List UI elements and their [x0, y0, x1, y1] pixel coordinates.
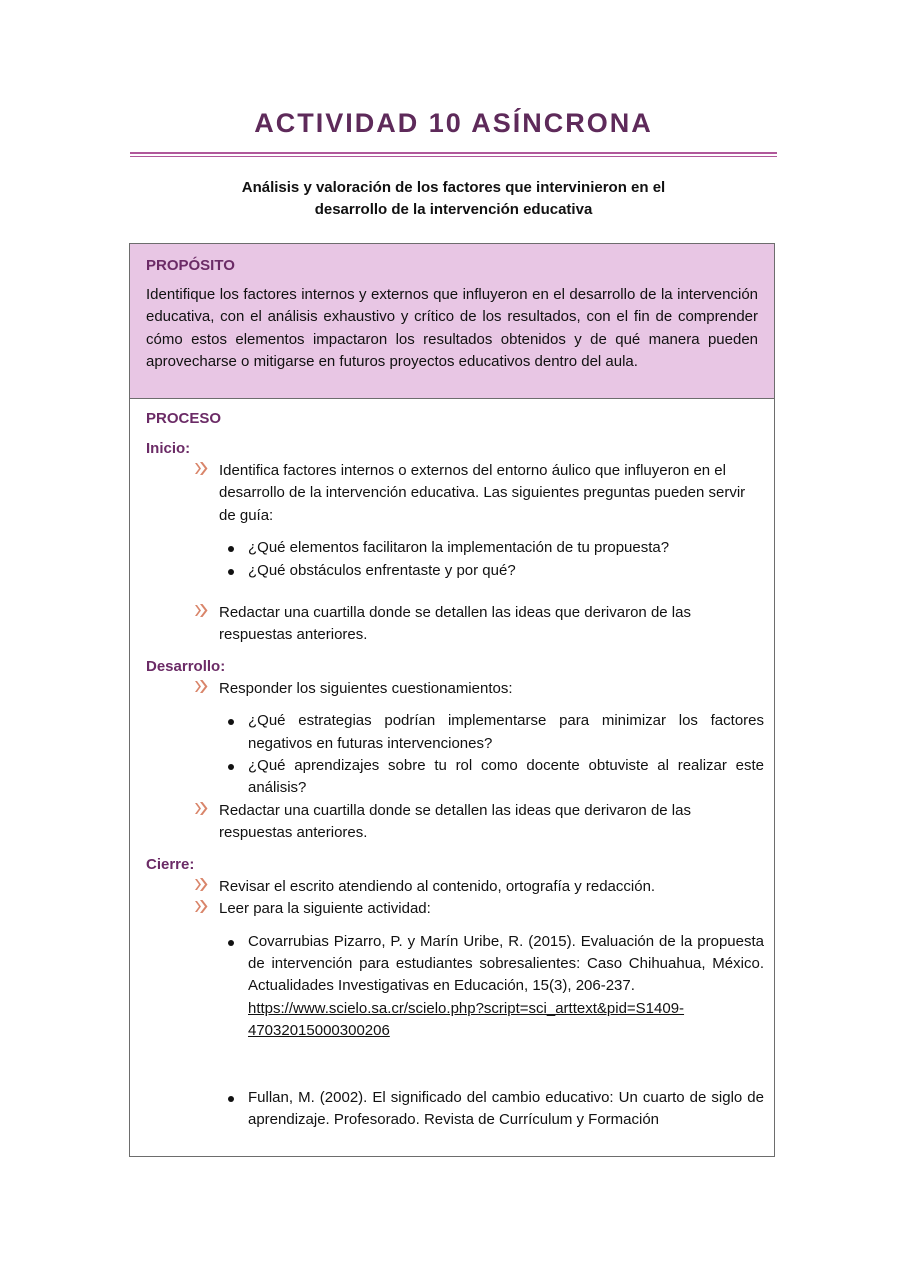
- bullet-dot: [228, 719, 234, 725]
- list-item: [146, 898, 764, 920]
- list-item: [146, 755, 764, 800]
- arrow-bullet-icon: [194, 801, 210, 816]
- arrow-bullet-icon: [194, 877, 210, 892]
- desarrollo-question-1: ¿Qué estrategias podrían implementarse para minimizar los factores negativos en futuras intervenciones?: [248, 712, 764, 752]
- inicio-item-1: Identifica factores internos o externos del entorno áulico que influyeron en el desarrollo de la intervención educativa. Las siguientes preguntas pueden servir de guía:: [219, 462, 746, 524]
- list-item: [146, 678, 764, 700]
- desarrollo-questions: [146, 710, 764, 800]
- bullet-dot: [228, 546, 234, 552]
- title-rule-thin: [130, 156, 777, 157]
- inicio-question-2: ¿Qué obstáculos enfrentaste y por qué?: [248, 561, 516, 579]
- reference-1-link[interactable]: [248, 1000, 684, 1039]
- phase-inicio-label: Inicio:: [146, 440, 191, 457]
- process-section: [130, 399, 774, 1131]
- reference-1-link-line-2[interactable]: 47032015000300206: [248, 1022, 390, 1040]
- reference-1: Covarrubias Pizarro, P. y Marín Uribe, R. (2015). Evaluación de la propuesta de intervención para estudiantes sobresalientes: Caso Chihuahua, México. Actualidades Investigativas en Educación, 15(3), 206-237.: [248, 932, 764, 995]
- purpose-text: Identifique los factores internos y externos que influyeron en el desarrollo de la intervención educativa, con el análisis exhaustivo y crítico de los resultados, con el fin de comprender cómo estos elementos impactaron los resultados obtenidos y de qué manera pueden aprovecharse o mitigarse en futuros proyectos educativos dentro del aula.: [146, 286, 758, 371]
- desarrollo-item-1: Responder los siguientes cuestionamientos:: [219, 679, 513, 697]
- list-item: [146, 560, 764, 582]
- reference-2: Fullan, M. (2002). El significado del cambio educativo: Un cuarto de siglo de aprendizaje. Profesorado. Revista de Currículum y Formación: [248, 1088, 764, 1128]
- bullet-dot: [228, 569, 234, 575]
- process-heading: PROCESO: [146, 410, 222, 427]
- list-item: [146, 800, 764, 845]
- activity-box: [129, 243, 775, 1157]
- list-item: [146, 1087, 764, 1132]
- arrow-bullet-icon: [194, 461, 210, 476]
- list-item: [146, 931, 764, 1043]
- bullet-dot: [228, 940, 234, 946]
- arrow-bullet-icon: [194, 899, 210, 914]
- subtitle-line-1: Análisis y valoración de los factores que intervinieron en el: [241, 179, 666, 196]
- inicio-item-2: Redactar una cuartilla donde se detallen las ideas que derivaron de las respuestas anteriores.: [219, 604, 691, 644]
- bullet-dot: [228, 1096, 234, 1102]
- purpose-heading: PROPÓSITO: [146, 257, 235, 274]
- reference-1-link-line-1[interactable]: https://www.scielo.sa.cr/scielo.php?script=sci_arttext&pid=S1409-: [248, 999, 685, 1017]
- inicio-question-1: ¿Qué elementos facilitaron la implementación de tu propuesta?: [248, 539, 670, 557]
- list-item: [146, 602, 764, 647]
- desarrollo-item-2: Redactar una cuartilla donde se detallen las ideas que derivaron de las respuestas anteriores.: [219, 801, 691, 842]
- bullet-dot: [228, 764, 234, 770]
- list-item: [146, 876, 764, 898]
- arrow-bullet-icon: [194, 679, 210, 694]
- reading-list: [146, 931, 764, 1132]
- list-item: [146, 460, 764, 527]
- phase-desarrollo-label: Desarrollo:: [146, 657, 226, 675]
- list-item: [146, 710, 764, 755]
- purpose-section: [130, 244, 774, 399]
- list-item: [146, 537, 764, 559]
- desarrollo-question-2: ¿Qué aprendizajes sobre tu rol como docente obtuviste al realizar este análisis?: [248, 757, 764, 797]
- inicio-questions: [146, 537, 764, 582]
- title-rule-thick: [130, 152, 777, 154]
- arrow-bullet-icon: [194, 603, 210, 618]
- page-title: ACTIVIDAD 10 ASÍNCRONA: [254, 108, 653, 138]
- cierre-item-2: Leer para la siguiente actividad:: [219, 900, 431, 918]
- phase-cierre-label: Cierre:: [146, 855, 195, 873]
- cierre-item-1: Revisar el escrito atendiendo al contenido, ortografía y redacción.: [219, 877, 656, 895]
- subtitle: [130, 177, 777, 221]
- subtitle-line-2: desarrollo de la intervención educativa: [314, 201, 593, 218]
